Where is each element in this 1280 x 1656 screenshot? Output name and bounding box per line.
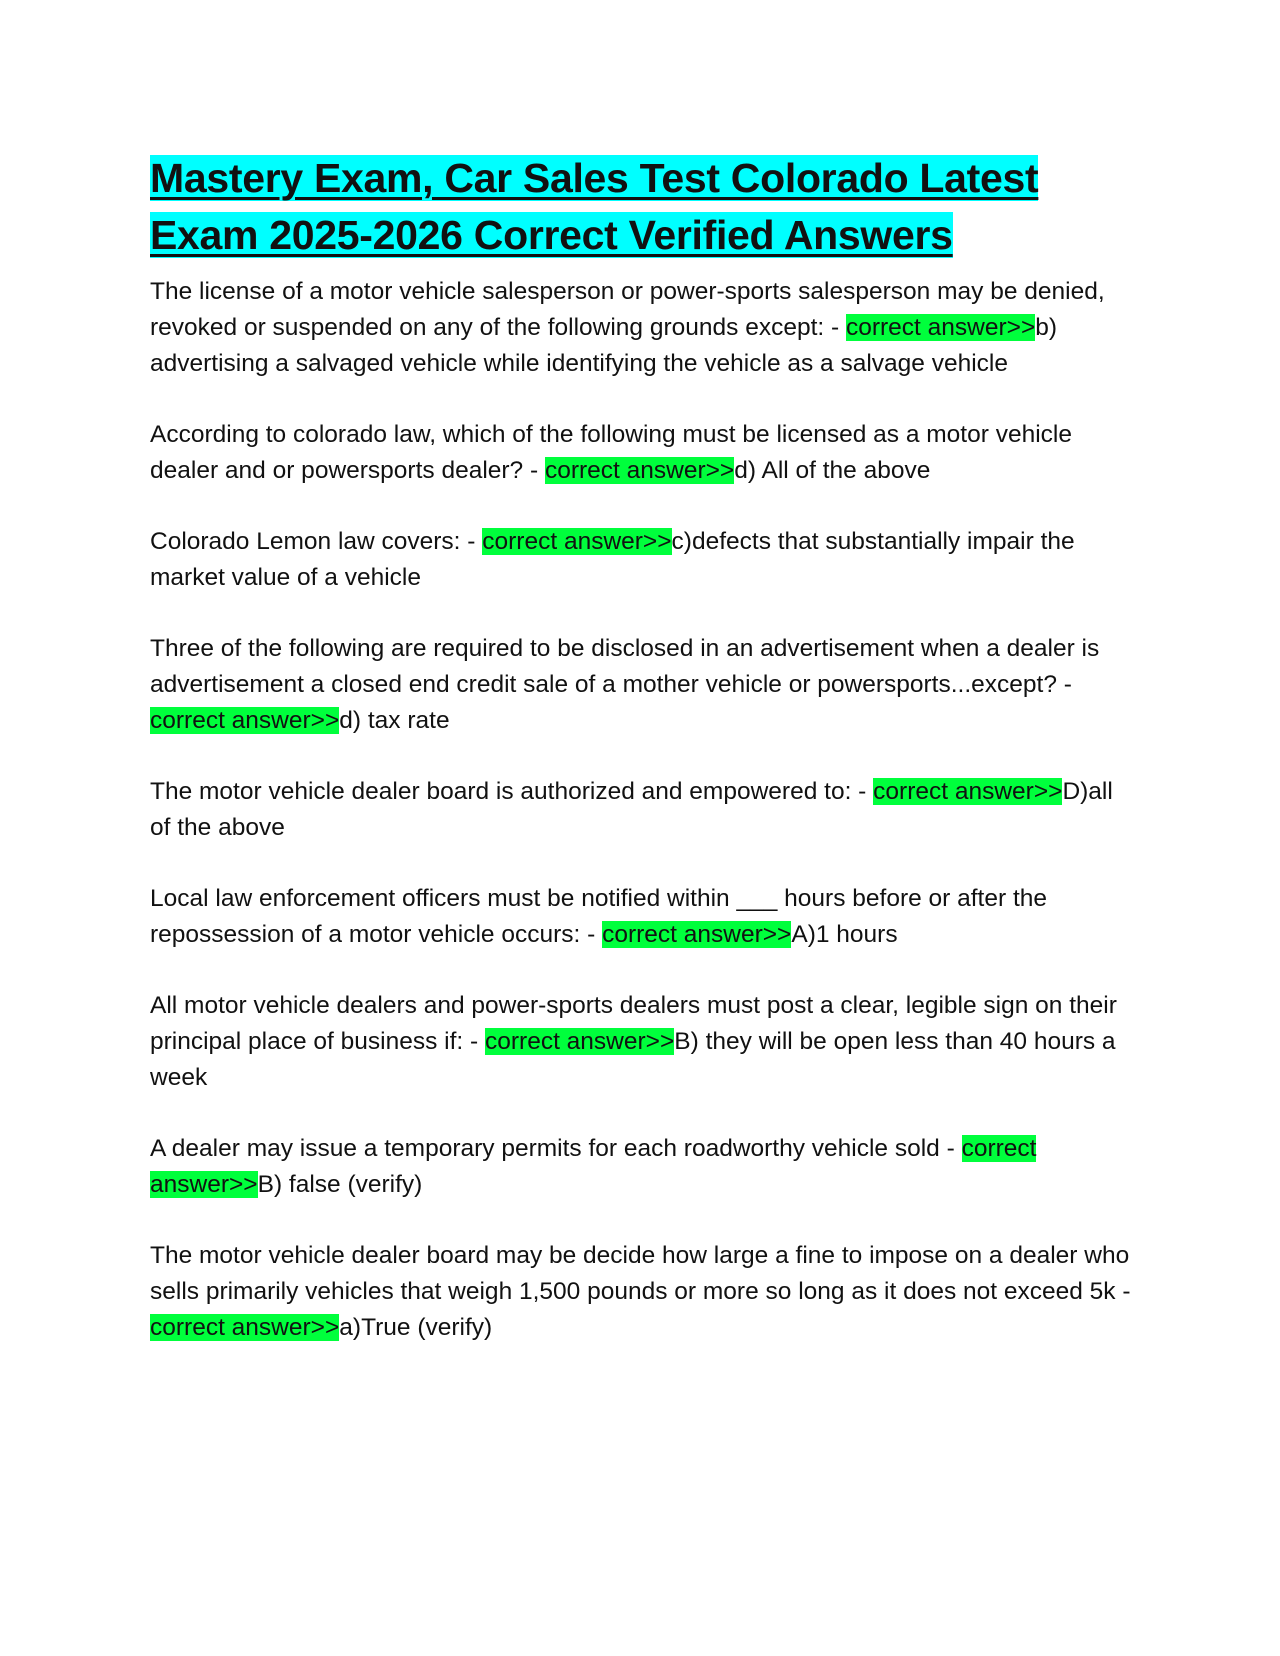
answer-text: B) they will be open less than 40 hours a week [150,1028,1116,1091]
answer-marker: correct answer>> [150,1314,340,1341]
qa-item-3 [150,524,1140,596]
answer-text: D)all of the above [150,778,1113,841]
title-highlight: Mastery Exam, Car Sales Test Colorado Latest Exam 2025-2026 Correct Verified Answers [150,155,1039,258]
answer-marker: correct answer>> [602,921,792,948]
qa-item-1 [150,274,1140,382]
qa-item-5 [150,774,1140,846]
question-text: Colorado Lemon law covers: - [150,528,483,555]
answer-marker: correct answer>> [150,1135,1037,1198]
answer-text: d) tax rate [339,707,450,734]
answer-text: B) false (verify) [257,1171,423,1198]
question-text: According to colorado law, which of the following must be licensed as a motor vehicle dealer and or powersports dealer? - [150,421,1072,484]
question-text: The motor vehicle dealer board is authorized and empowered to: - [150,778,874,805]
answer-text: d) All of the above [734,457,931,484]
qa-item-6 [150,881,1140,953]
qa-item-4 [150,631,1140,739]
question-text: All motor vehicle dealers and power-sports dealers must post a clear, legible sign on their principal place of business if: - [150,992,1117,1055]
qa-item-2 [150,417,1140,489]
answer-text: A)1 hours [791,921,898,948]
answer-text: a)True (verify) [339,1314,493,1341]
question-text: A dealer may issue a temporary permits for each roadworthy vehicle sold - [150,1135,962,1162]
qa-item-8 [150,1131,1140,1203]
answer-marker: correct answer>> [845,314,1036,341]
question-text: Local law enforcement officers must be notified within ___ hours before or after the repossession of a motor vehicle occurs: - [150,885,1048,948]
question-text: The motor vehicle dealer board may be decide how large a fine to impose on a dealer who sells primarily vehicles that weigh 1,500 pounds or more so long as it does not exceed 5k - [150,1242,1131,1305]
question-text: The license of a motor vehicle salesperson or power-sports salesperson may be denied, revoked or suspended on any of the following grounds except: - [150,278,1105,341]
qa-item-7 [150,988,1140,1096]
answer-marker: correct answer>> [482,528,672,555]
answer-marker: correct answer>> [485,1028,675,1055]
answer-text: c)defects that substantially impair the market value of a vehicle [150,528,1075,591]
answer-marker: correct answer>> [544,457,735,484]
question-text: Three of the following are required to be disclosed in an advertisement when a dealer is advertisement a closed end credit sale of a mother vehicle or powersports...except? - [150,635,1100,698]
answer-marker: correct answer>> [873,778,1063,805]
qa-item-9 [150,1238,1140,1346]
document-page [150,150,1140,1381]
answer-text: b) advertising a salvaged vehicle while identifying the vehicle as a salvage vehicle [150,314,1058,377]
document-title [150,150,1140,264]
answer-marker: correct answer>> [150,707,340,734]
